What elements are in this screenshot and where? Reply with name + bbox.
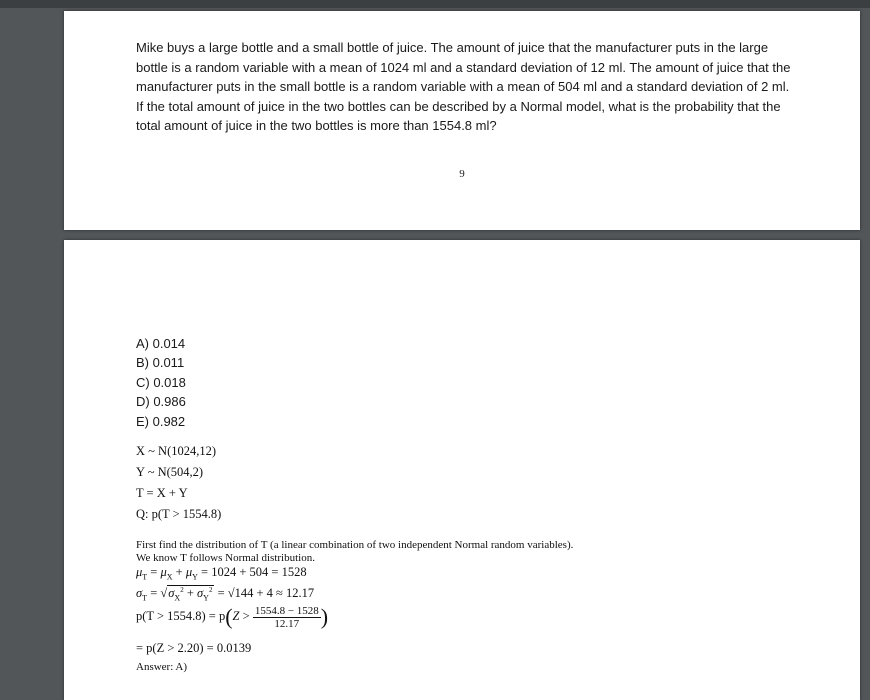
answer-choices — [136, 334, 186, 431]
choice-d: D) 0.986 — [136, 394, 186, 410]
question-statement: Q: p(T > 1554.8) — [136, 507, 222, 521]
definition-y: Y ~ N(504,2) — [136, 465, 204, 479]
z-equation: p(T > 1554.8) = p(Z > $\frac{1554.8 - 1528}{12.17}$ ) — [136, 604, 329, 630]
solution-intro-2: We know T follows Normal distribution. — [136, 552, 315, 564]
z-fraction — [253, 605, 321, 630]
choice-b: B) 0.011 — [136, 355, 185, 371]
sd-value: = √144 + 4 ≈ 12.17 — [217, 586, 315, 601]
prob-left: p(T > 1554.8) = p — [136, 608, 226, 623]
page-number: 9 — [459, 168, 465, 180]
mean-equation: $\mu_T = \mu_X + \mu_Y = 1024 + 504 = 1528$ — [136, 565, 307, 582]
pdf-page-10 — [64, 240, 860, 700]
question-text: Mike buys a large bottle and a small bottle of juice. The amount of juice that the manufacturer puts in the large bottle is a random variable with a mean of 1024 ml and a standard deviation of 12 ml. The amount of juice that the manufacturer puts in the small bottle is a random variable with a mean of 504 ml and a standard deviation of 2 ml. If the total amount of juice in the two bottles can be described by a Normal model, what is the probability that the total amount of juice in the two bottles is more than 1554.8 ml? — [136, 40, 791, 133]
final-answer: Answer: A) — [136, 661, 188, 673]
mean-value: = 1024 + 504 = 1528 — [201, 565, 307, 579]
choice-c: C) 0.018 — [136, 374, 186, 390]
viewer-top-bar — [0, 0, 870, 8]
choice-e: E) 0.982 — [136, 413, 186, 429]
z-numerator: 1554.8 − 1528 — [254, 604, 319, 617]
z-denominator: 12.17 — [274, 617, 300, 630]
choice-a: A) 0.014 — [136, 336, 186, 351]
definition-t: T = X + Y — [136, 486, 188, 500]
solution-intro-1: First find the distribution of T (a linear combination of two independent Normal random variables). — [136, 539, 574, 551]
sd-equation: $\sigma_T = √\sigma_X^2 + \sigma_Y^2 = √144 + 4 \approx 12.17$ — [136, 586, 315, 603]
pdf-page-9 — [64, 11, 860, 230]
definition-x: X ~ N(1024,12) — [136, 444, 217, 458]
result-line: = p(Z > 2.20) = 0.0139 — [136, 641, 252, 655]
